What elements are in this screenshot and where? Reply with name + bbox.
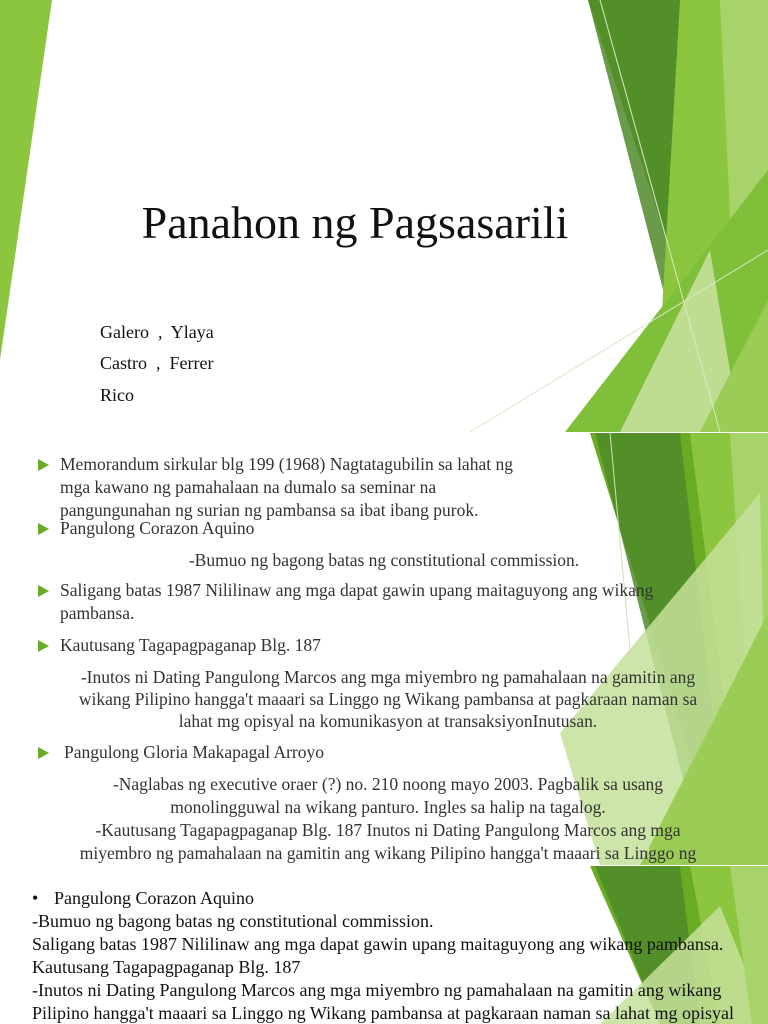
item-2-description: -Bumuo ng bagong batas ng constitutional commission. (188, 550, 580, 570)
item-4-desc-line-3: lahat mg opisyal na komunikasyon at transaksiyonInutusan. (178, 711, 598, 731)
title-slide (0, 0, 768, 432)
summary-slide (0, 866, 768, 1024)
item-5-desc-line-1: -Naglabas ng executive oraer (?) no. 210 noong mayo 2003. Pagbalik sa usang (112, 774, 664, 794)
item-5-desc-line-4: miyembro ng pamahalaan na gamitin ang wikang Pilipino hangga't maaari sa Linggo ng (79, 843, 697, 863)
summary-line-3: Saligang batas 1987 Nililinaw ang mga dapat gawin upang maitaguyong ang wikang pambansa. (32, 934, 724, 954)
author-line-2: Castro , Ferrer (100, 353, 214, 373)
item-2-line-1: Pangulong Corazon Aquino (60, 518, 255, 538)
item-3-line-1: Saligang batas 1987 Nililinaw ang mga dapat gawin upang maitaguyong ang wikang (60, 580, 654, 600)
author-line-1: Galero , Ylaya (100, 322, 214, 342)
item-4-line-1: Kautusang Tagapagpaganap Blg. 187 (60, 635, 321, 655)
author-line-3: Rico (100, 385, 134, 405)
summary-line-2: -Bumuo ng bagong batas ng constitutional commission. (32, 911, 434, 931)
item-5-desc-line-3: -Kautusang Tagapagpaganap Blg. 187 Inutos ni Dating Pangulong Marcos ang mga (95, 820, 681, 840)
item-3-line-2: pambansa. (60, 603, 135, 623)
bullet-dot-icon: • (32, 888, 39, 908)
bullet-arrow-icon (38, 640, 49, 652)
item-4-desc-line-2: wikang Pilipino hangga't maaari sa Linggo ng Wikang pambansa at pagkaraan naman sa (78, 689, 698, 709)
item-4-desc-line-1: -Inutos ni Dating Pangulong Marcos ang mga miyembro ng pamahalaan na gamitin ang (80, 667, 696, 687)
slide-title: Panahon ng Pagsasarili (141, 197, 569, 248)
item-1-line-1: Memorandum sirkular blg 199 (1968) Nagtatagubilin sa lahat ng (60, 454, 513, 474)
bullet-arrow-icon (38, 585, 49, 597)
summary-line-5: -Inutos ni Dating Pangulong Marcos ang mga miyembro ng pamahalaan na gamitin ang wikang (32, 980, 722, 1000)
item-1-line-3: pangungunahan ng surian ng pambansa sa ibat ibang purok. (60, 500, 479, 520)
bullet-arrow-icon (38, 523, 49, 535)
summary-line-6: Pilipino hangga't maaari sa Linggo ng Wikang pambansa at pagkaraan naman sa lahat mg opisyal (32, 1003, 734, 1023)
summary-line-1: Pangulong Corazon Aquino (54, 888, 254, 908)
bullet-arrow-icon (38, 459, 49, 471)
summary-line-4: Kautusang Tagapagpaganap Blg. 187 (32, 957, 301, 977)
item-5-line-1: Pangulong Gloria Makapagal Arroyo (64, 742, 325, 762)
bullet-arrow-icon (38, 747, 49, 759)
content-slide (0, 433, 768, 865)
item-1-line-2: mga kawano ng pamahalaan na dumalo sa seminar na (60, 477, 437, 497)
item-5-desc-line-2: monolingguwal na wikang panturo. Ingles sa halip na tagalog. (170, 797, 606, 817)
